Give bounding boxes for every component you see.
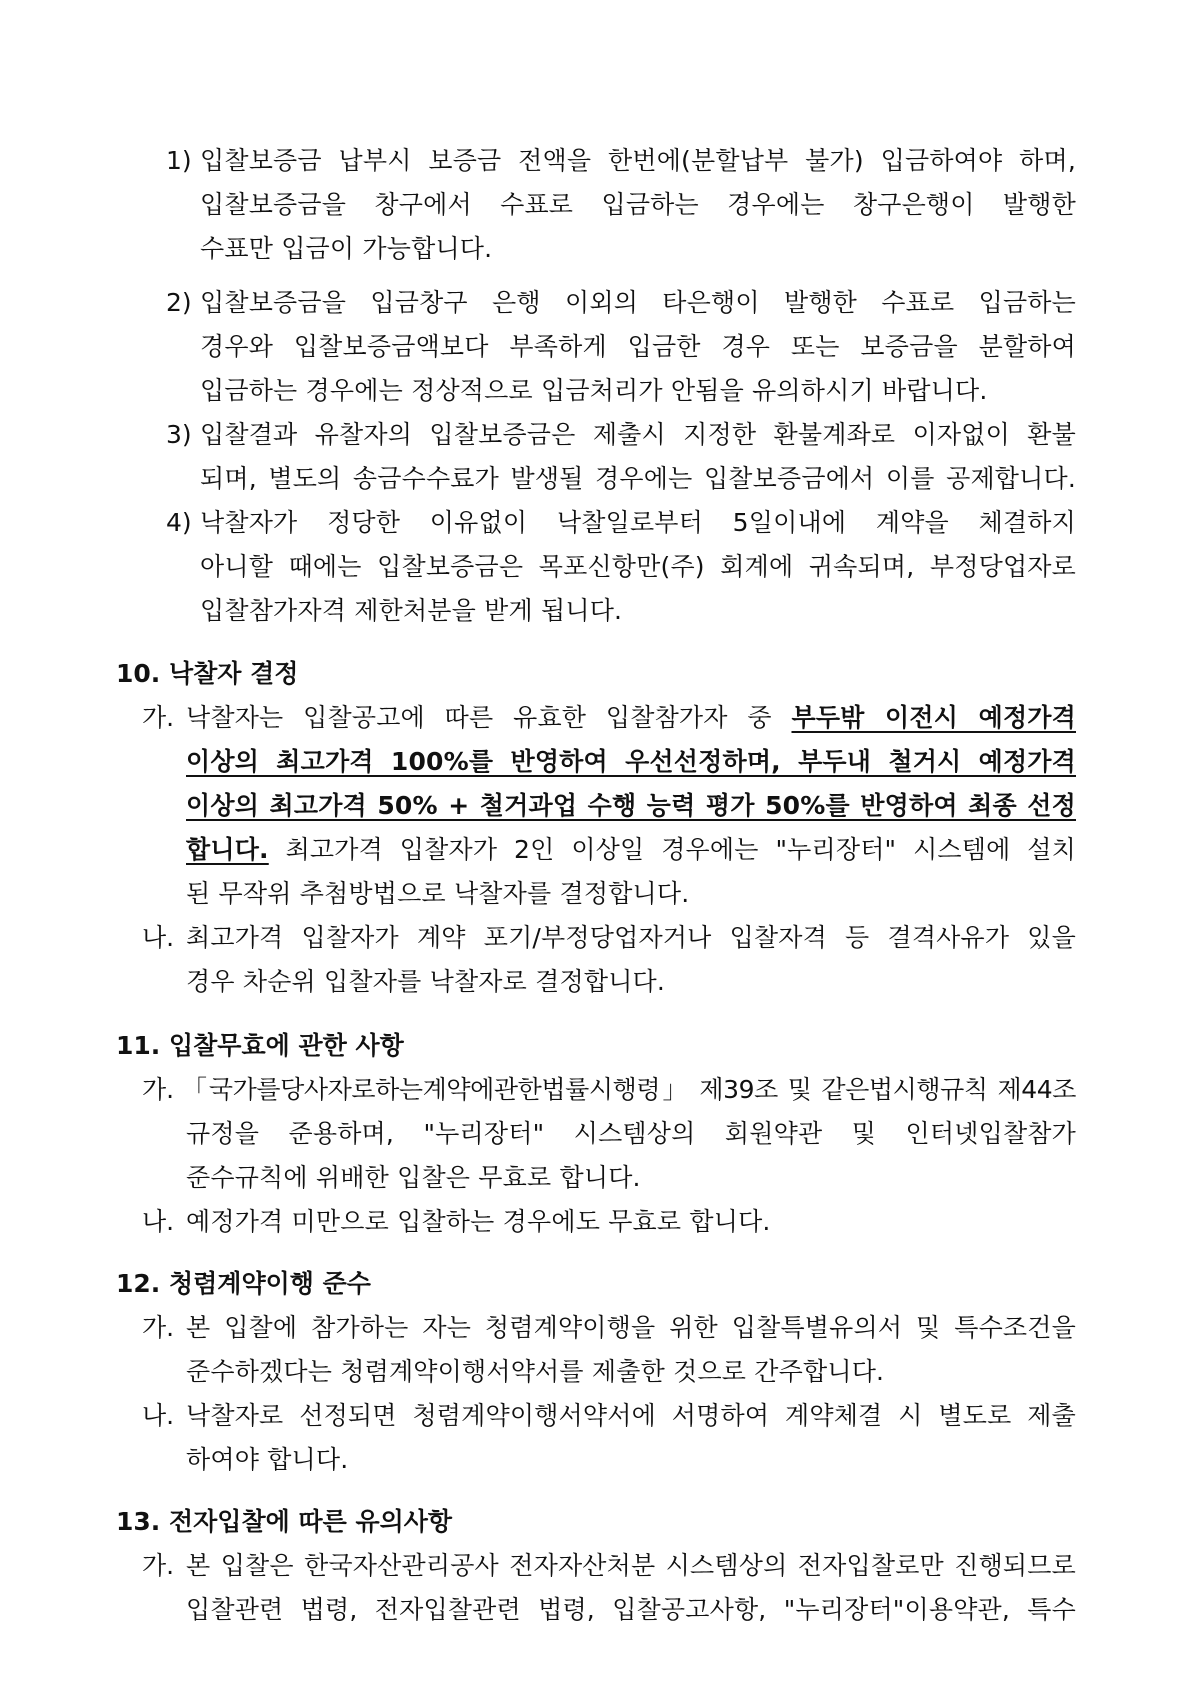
emphasized-text: 합니다. [186, 835, 269, 864]
list-item-line: 낙찰자가 정당한 이유없이 낙찰일로부터 5일이내에 계약을 체결하지 [200, 508, 1076, 537]
item-line: 입찰관련 법령, 전자입찰관련 법령, 입찰공고사항, "누리장터"이용약관, 특수 [186, 1595, 1076, 1624]
item-line: 낙찰자로 선정되면 청렴계약이행서약서에 서명하여 계약체결 시 별도로 제출 [186, 1401, 1076, 1430]
item-label: 가. [142, 1313, 175, 1342]
item-line: 하여야 합니다. [186, 1445, 349, 1474]
item-line [186, 740, 1076, 784]
item-line: 경우 차순위 입찰자를 낙찰자로 결정합니다. [186, 967, 666, 996]
item-line: 「국가를당사자로하는계약에관한법률시행령」 제39조 및 같은법시행규칙 제44조 [182, 1075, 1076, 1104]
emphasized-text: 이상의 최고가격 50% + 철거과업 수행 능력 평가 50%를 반영하여 최종 선정 [186, 791, 1076, 820]
list-item-line: 입찰보증금을 입금창구 은행 이외의 타은행이 발행한 수표로 입금하는 [200, 288, 1076, 317]
item-label: 나. [142, 1207, 175, 1236]
item-line: 규정을 준용하며, "누리장터" 시스템상의 회원약관 및 인터넷입찰참가 [186, 1119, 1076, 1148]
item-line: 준수하겠다는 청렴계약이행서약서를 제출한 것으로 간주합니다. [186, 1357, 885, 1386]
section-heading: 12. 청렴계약이행 준수 [116, 1269, 371, 1298]
section-heading: 10. 낙찰자 결정 [116, 659, 299, 688]
list-item-line: 경우와 입찰보증금액보다 부족하게 입금한 경우 또는 보증금을 분할하여 [200, 332, 1076, 361]
list-item-line: 입찰참가자격 제한처분을 받게 됩니다. [200, 596, 623, 625]
list-item-number: 4) [166, 508, 192, 537]
item-label: 나. [142, 923, 175, 952]
item-line: 된 무작위 추첨방법으로 낙찰자를 결정합니다. [186, 879, 690, 908]
item-line [186, 784, 1076, 828]
section-heading: 11. 입찰무효에 관한 사항 [116, 1031, 404, 1060]
item-label: 가. [142, 703, 175, 732]
emphasized-text: 이상의 최고가격 100%를 반영하여 우선선정하며, 부두내 철거시 예정가격 [186, 747, 1076, 776]
list-item-number: 2) [166, 288, 192, 317]
item-label: 가. [142, 1075, 175, 1104]
item-line [186, 696, 1076, 740]
list-item-line: 되며, 별도의 송금수수료가 발생될 경우에는 입찰보증금에서 이를 공제합니다. [200, 464, 1076, 493]
list-item-line: 아니할 때에는 입찰보증금은 목포신항만(주) 회계에 귀속되며, 부정당업자로 [200, 552, 1076, 581]
list-item-number: 1) [166, 146, 192, 175]
emphasized-text: 부두밖 이전시 예정가격 [791, 703, 1076, 732]
item-text: 낙찰자는 입찰공고에 따른 유효한 입찰참가자 중 [186, 703, 792, 732]
item-line: 준수규칙에 위배한 입찰은 무효로 합니다. [186, 1163, 641, 1192]
list-item-line: 입찰보증금을 창구에서 수표로 입금하는 경우에는 창구은행이 발행한 [200, 190, 1076, 219]
item-line: 예정가격 미만으로 입찰하는 경우에도 무효로 합니다. [186, 1207, 771, 1236]
list-item-line: 입금하는 경우에는 정상적으로 입금처리가 안됨을 유의하시기 바랍니다. [200, 376, 988, 405]
item-line: 본 입찰에 참가하는 자는 청렴계약이행을 위한 입찰특별유의서 및 특수조건을 [186, 1313, 1076, 1342]
item-line: 최고가격 입찰자가 계약 포기/부정당업자거나 입찰자격 등 결격사유가 있을 [186, 923, 1076, 952]
list-item-line: 수표만 입금이 가능합니다. [200, 234, 493, 263]
section-heading: 13. 전자입찰에 따른 유의사항 [116, 1507, 453, 1536]
list-item-line: 입찰보증금 납부시 보증금 전액을 한번에(분할납부 불가) 입금하여야 하며, [200, 146, 1076, 175]
item-label: 가. [142, 1551, 175, 1580]
list-item-number: 3) [166, 420, 192, 449]
list-item-line: 입찰결과 유찰자의 입찰보증금은 제출시 지정한 환불계좌로 이자없이 환불 [200, 420, 1076, 449]
item-text: 최고가격 입찰자가 2인 이상일 경우에는 "누리장터" 시스템에 설치 [268, 835, 1076, 864]
item-line: 본 입찰은 한국자산관리공사 전자자산처분 시스템상의 전자입찰로만 진행되므로 [186, 1551, 1076, 1580]
item-label: 나. [142, 1401, 175, 1430]
item-line [186, 828, 1076, 872]
